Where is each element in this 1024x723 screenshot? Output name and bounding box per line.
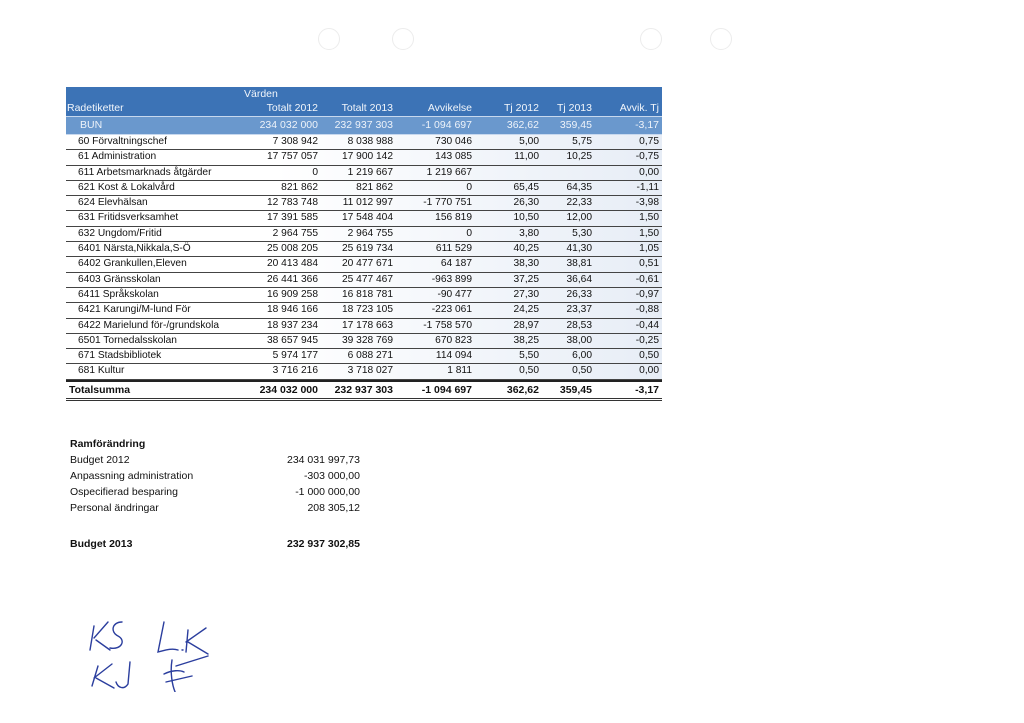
cell: 0,00 bbox=[639, 166, 659, 178]
cell: 28,53 bbox=[566, 319, 592, 331]
cell: 143 085 bbox=[435, 151, 472, 163]
table-row bbox=[66, 334, 662, 349]
table-row bbox=[66, 319, 662, 334]
cell: -0,25 bbox=[635, 334, 659, 346]
row-label: 611 Arbetsmarknads åtgärder bbox=[78, 166, 212, 178]
total-label: Totalsumma bbox=[69, 383, 131, 396]
cell: 64,35 bbox=[566, 181, 592, 193]
row-label: 6401 Närsta,Nikkala,S-Ö bbox=[78, 243, 191, 255]
cell: 37,25 bbox=[513, 273, 539, 285]
col-header-tj-2013: Tj 2013 bbox=[556, 102, 592, 114]
cell: 20 477 671 bbox=[342, 258, 393, 270]
punch-hole bbox=[710, 28, 732, 50]
budget-2013-value: 232 937 302,85 bbox=[287, 538, 360, 550]
cell: 821 862 bbox=[356, 181, 393, 193]
cell: 0,75 bbox=[639, 136, 659, 147]
cell: 26,33 bbox=[566, 288, 592, 300]
cell: 12 783 748 bbox=[267, 197, 318, 209]
ram-value: -1 000 000,00 bbox=[295, 486, 360, 498]
cell: 38 657 945 bbox=[267, 334, 318, 346]
punch-hole bbox=[318, 28, 340, 50]
cell: 0 bbox=[312, 166, 318, 178]
cell: 0,00 bbox=[639, 365, 659, 377]
col-header-avvik-tj: Avvik. Tj bbox=[619, 102, 659, 114]
cell: 1 811 bbox=[447, 365, 472, 377]
cell: 11 012 997 bbox=[342, 197, 393, 209]
col-header-totalt-2012: Totalt 2012 bbox=[266, 102, 318, 114]
cell: 6 088 271 bbox=[347, 350, 393, 362]
pivot-table bbox=[66, 87, 662, 401]
cell: -1,11 bbox=[636, 181, 659, 193]
cell: 65,45 bbox=[513, 181, 539, 193]
row-label: 61 Administration bbox=[78, 151, 157, 163]
cell: 821 862 bbox=[281, 181, 318, 193]
ram-value: 234 031 997,73 bbox=[287, 454, 360, 466]
cell: -1 758 570 bbox=[423, 319, 472, 331]
table-row bbox=[66, 211, 662, 226]
cell: 12,00 bbox=[566, 212, 592, 224]
cell: -3,17 bbox=[635, 119, 659, 131]
row-label: 6411 Språkskolan bbox=[78, 288, 159, 300]
cell: 362,62 bbox=[506, 119, 539, 131]
cell: 38,81 bbox=[566, 258, 592, 270]
pivot-header bbox=[66, 87, 662, 116]
cell: 2 964 755 bbox=[272, 227, 318, 239]
ram-line bbox=[70, 454, 360, 470]
cell: -0,75 bbox=[635, 151, 659, 163]
cell: 17 757 057 bbox=[267, 151, 318, 163]
cell: 5,50 bbox=[519, 350, 539, 362]
punch-hole bbox=[392, 28, 414, 50]
ram-line bbox=[70, 502, 360, 518]
row-label: 631 Fritidsverksamhet bbox=[78, 212, 179, 224]
cell: 38,30 bbox=[513, 258, 539, 270]
table-row bbox=[66, 135, 662, 150]
cell: 234 032 000 bbox=[259, 383, 318, 396]
cell: 25 477 467 bbox=[342, 273, 393, 285]
row-labels-header: Radetiketter bbox=[67, 102, 124, 114]
cell: 7 308 942 bbox=[272, 136, 318, 147]
table-row bbox=[66, 196, 662, 211]
cell: 362,62 bbox=[506, 383, 539, 396]
cell: -1 094 697 bbox=[421, 119, 472, 131]
ram-value: 208 305,12 bbox=[307, 502, 360, 514]
row-label: 60 Förvaltningschef bbox=[78, 136, 167, 147]
cell: 232 937 303 bbox=[334, 383, 393, 396]
cell: 25 008 205 bbox=[267, 243, 318, 255]
cell: 24,25 bbox=[513, 304, 539, 316]
cell: 0,50 bbox=[519, 365, 539, 377]
col-header-tj-2012: Tj 2012 bbox=[503, 102, 539, 114]
ram-value: -303 000,00 bbox=[303, 470, 360, 482]
cell: -223 061 bbox=[431, 304, 472, 316]
ram-label: Ospecifierad besparing bbox=[70, 486, 178, 498]
cell: 1 219 667 bbox=[347, 166, 393, 178]
cell: 17 178 663 bbox=[342, 319, 393, 331]
cell: 26 441 366 bbox=[267, 273, 318, 285]
cell: 1,50 bbox=[639, 227, 659, 239]
ram-line bbox=[70, 486, 360, 502]
table-row bbox=[66, 288, 662, 303]
table-row bbox=[66, 242, 662, 257]
cell: -1 770 751 bbox=[423, 197, 472, 209]
cell: 16 909 258 bbox=[267, 288, 318, 300]
ramforandring-items bbox=[70, 454, 360, 518]
ram-label: Budget 2012 bbox=[70, 454, 130, 466]
ram-line bbox=[70, 470, 360, 486]
cell: -3,98 bbox=[635, 197, 659, 209]
table-row bbox=[66, 166, 662, 181]
cell: -963 899 bbox=[431, 273, 472, 285]
cell: 0 bbox=[466, 227, 472, 239]
row-label: BUN bbox=[80, 119, 103, 131]
cell: 10,25 bbox=[566, 151, 592, 163]
cell: 16 818 781 bbox=[342, 288, 393, 300]
cell: 359,45 bbox=[559, 119, 592, 131]
row-label: 671 Stadsbibliotek bbox=[78, 350, 162, 362]
cell: 17 900 142 bbox=[342, 151, 393, 163]
cell: 10,50 bbox=[513, 212, 539, 224]
cell: 611 529 bbox=[435, 243, 472, 255]
table-row bbox=[66, 227, 662, 242]
cell: 670 823 bbox=[435, 334, 472, 346]
cell: 18 723 105 bbox=[342, 304, 393, 316]
cell: 234 032 000 bbox=[259, 119, 318, 131]
cell: 5,30 bbox=[572, 227, 592, 239]
table-row bbox=[66, 364, 662, 379]
cell: 0,50 bbox=[639, 350, 659, 362]
row-label: 681 Kultur bbox=[78, 365, 125, 377]
row-label: 6501 Tornedalsskolan bbox=[78, 334, 177, 346]
cell: 17 548 404 bbox=[342, 212, 393, 224]
cell: 22,33 bbox=[566, 197, 592, 209]
cell: 39 328 769 bbox=[342, 334, 393, 346]
table-row bbox=[66, 257, 662, 272]
cell: 5 974 177 bbox=[272, 350, 318, 362]
cell: 114 094 bbox=[435, 350, 472, 362]
cell: 40,25 bbox=[513, 243, 539, 255]
cell: 0,51 bbox=[639, 258, 659, 270]
pivot-body bbox=[66, 135, 662, 380]
cell: 27,30 bbox=[513, 288, 539, 300]
row-label: 6421 Karungi/M-lund För bbox=[78, 304, 191, 316]
cell: 2 964 755 bbox=[347, 227, 393, 239]
cell: -0,88 bbox=[635, 304, 659, 316]
cell: 25 619 734 bbox=[342, 243, 393, 255]
cell: 232 937 303 bbox=[334, 119, 393, 131]
ramforandring-block bbox=[70, 438, 360, 554]
table-row bbox=[66, 349, 662, 364]
cell: 26,30 bbox=[513, 197, 539, 209]
ram-label: Personal ändringar bbox=[70, 502, 159, 514]
values-caption: Värden bbox=[244, 88, 278, 100]
cell: 38,25 bbox=[513, 334, 539, 346]
cell: 36,64 bbox=[566, 273, 592, 285]
col-header-avvikelse: Avvikelse bbox=[427, 102, 472, 114]
total-row bbox=[66, 380, 662, 401]
cell: 1,05 bbox=[639, 243, 659, 255]
budget-2013-line bbox=[70, 538, 360, 554]
cell: 3 718 027 bbox=[347, 365, 393, 377]
row-label: 6403 Gränsskolan bbox=[78, 273, 161, 285]
handwritten-signature bbox=[88, 612, 228, 692]
cell: -3,17 bbox=[635, 383, 659, 396]
table-row bbox=[66, 181, 662, 196]
cell: 0,50 bbox=[572, 365, 592, 377]
table-row bbox=[66, 150, 662, 165]
cell: 8 038 988 bbox=[347, 136, 393, 147]
cell: 3 716 216 bbox=[272, 365, 318, 377]
cell: 23,37 bbox=[566, 304, 592, 316]
cell: -0,44 bbox=[635, 319, 659, 331]
row-label: 6422 Marielund för-/grundskola bbox=[78, 319, 220, 331]
cell: 730 046 bbox=[435, 136, 472, 147]
cell: 6,00 bbox=[572, 350, 592, 362]
cell: 17 391 585 bbox=[267, 212, 318, 224]
cell: 41,30 bbox=[566, 243, 592, 255]
row-label: 624 Elevhälsan bbox=[78, 197, 148, 209]
row-label: 632 Ungdom/Fritid bbox=[78, 227, 162, 239]
cell: 0 bbox=[466, 181, 472, 193]
cell: 18 937 234 bbox=[267, 319, 318, 331]
table-row bbox=[66, 273, 662, 288]
cell: -90 477 bbox=[437, 288, 472, 300]
cell: 5,00 bbox=[519, 136, 539, 147]
cell: 20 413 484 bbox=[267, 258, 318, 270]
cell: -0,97 bbox=[635, 288, 659, 300]
punch-hole bbox=[640, 28, 662, 50]
cell: 1,50 bbox=[639, 212, 659, 224]
ramforandring-title: Ramförändring bbox=[70, 438, 146, 450]
cell: 1 219 667 bbox=[426, 166, 472, 178]
cell: 18 946 166 bbox=[267, 304, 318, 316]
cell: 359,45 bbox=[559, 383, 592, 396]
cell: 28,97 bbox=[513, 319, 539, 331]
cell: -1 094 697 bbox=[421, 383, 472, 396]
ram-label: Anpassning administration bbox=[70, 470, 194, 482]
cell: 3,80 bbox=[519, 227, 539, 239]
row-label: 6402 Grankullen,Eleven bbox=[78, 258, 187, 270]
cell: 156 819 bbox=[435, 212, 472, 224]
col-header-totalt-2013: Totalt 2013 bbox=[341, 102, 393, 114]
table-row bbox=[66, 303, 662, 318]
row-label: 621 Kost & Lokalvård bbox=[78, 181, 175, 193]
cell: 64 187 bbox=[440, 258, 472, 270]
cell: 11,00 bbox=[514, 151, 539, 163]
grand-row-bun bbox=[66, 116, 662, 135]
cell: -0,61 bbox=[635, 273, 659, 285]
budget-2013-label: Budget 2013 bbox=[70, 538, 133, 550]
cell: 38,00 bbox=[566, 334, 592, 346]
cell: 5,75 bbox=[572, 136, 592, 147]
